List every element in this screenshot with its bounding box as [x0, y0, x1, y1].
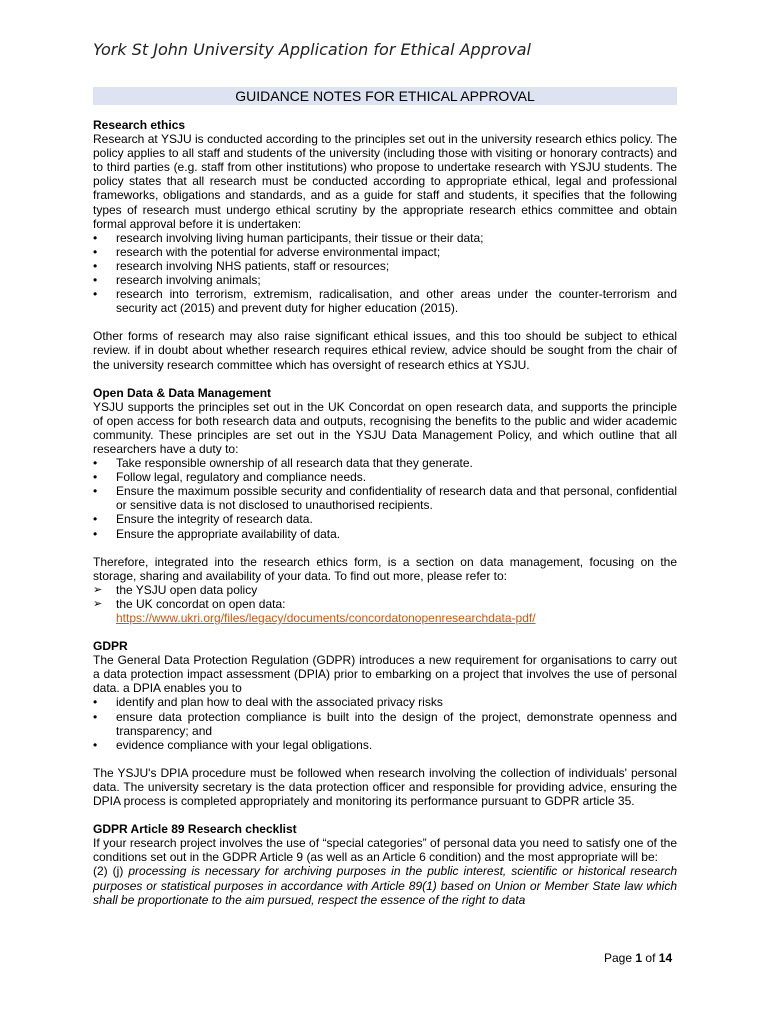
bullet-icon: •	[93, 244, 98, 259]
bullet-icon: •	[93, 258, 98, 273]
research-ethics-para: Research at YSJU is conducted according to the principles set out in the university research ethics policy. The policy applies to all staff and students of the university (including those with visiting or honorary contracts) and to third parties (e.g. staff from other institutions) who propose to undertake research with YSJU students. The policy states that all research must be conducted according to appropriate ethical, legal and professional frameworks, obligations and standards, and as a guide for staff and students, it specifies that the following types of research must undergo ethical scrutiny by the appropriate research ethics committee and obtain formal approval before it is undertaken:	[93, 132, 677, 231]
list-item: ➢ the UK concordat on open data: https://www.ukri.org/files/legacy/documents/concordatonopenresearchdata-pdf/	[93, 596, 536, 625]
bullet-icon: •	[93, 273, 98, 288]
article89-para: If your research project involves the use of “special categories” of personal data you need to satisfy one of the conditions set out in the GDPR Article 9 (as well as an Article 6 condition) and the most appropriate will be:	[93, 836, 677, 865]
bullet-icon: •	[93, 484, 98, 499]
document-body	[93, 118, 677, 907]
gdpr-heading: GDPR	[93, 639, 128, 654]
list-item: • Ensure the appropriate availability of data.	[93, 526, 341, 541]
reference-list	[93, 583, 677, 625]
list-item: • Ensure the integrity of research data.	[93, 512, 313, 527]
ukri-concordat-link[interactable]: https://www.ukri.org/files/legacy/documents/concordatonopenresearchdata-pdf/	[116, 611, 536, 625]
dpia-benefits-list	[93, 695, 677, 751]
article89-heading: GDPR Article 89 Research checklist	[93, 822, 297, 837]
bullet-icon: •	[93, 230, 98, 245]
list-item: • Follow legal, regulatory and compliance needs.	[93, 470, 367, 485]
arrow-bullet-icon: ➢	[93, 583, 103, 596]
article89-clause: (2) (j) processing is necessary for archiving purposes in the public interest, scientific or historical research purposes or statistical purposes in accordance with Article 89(1) based on Union or Member State law which shall be proportionate to the aim pursued, respect the essence of the right to data	[93, 864, 677, 907]
bullet-icon: •	[93, 512, 98, 527]
research-ethics-para-2: Other forms of research may also raise significant ethical issues, and this too should be subject to ethical review. if in doubt about whether research requires ethical review, advice should be sought from the chair of the university research committee which has oversight of research ethics at YSJU.	[93, 329, 677, 372]
list-item: ➢ the YSJU open data policy	[93, 582, 258, 597]
bullet-icon: •	[93, 709, 98, 724]
list-item: • research involving living human participants, their tissue or their data;	[93, 230, 484, 245]
open-data-heading: Open Data & Data Management	[93, 385, 272, 400]
bullet-icon: •	[93, 526, 98, 541]
document-header: York St John University Application for Ethical Approval	[93, 40, 531, 59]
list-item: • research into terrorism, extremism, radicalisation, and other areas under the counter-terrorism and security act (2015) and prevent duty for higher education (2015).	[93, 287, 677, 316]
list-item: • evidence compliance with your legal obligations.	[93, 737, 373, 752]
list-item: • ensure data protection compliance is built into the design of the project, demonstrate openness and transparency; and	[93, 709, 677, 738]
gdpr-para: The General Data Protection Regulation (GDPR) introduces a new requirement for organisations to carry out a data protection impact assessment (DPIA) prior to embarking on a project that involves the use of personal data. a DPIA enables you to	[93, 653, 677, 696]
research-ethics-heading: Research ethics	[93, 118, 186, 132]
bullet-icon: •	[93, 737, 98, 752]
list-item: • research involving animals;	[93, 273, 261, 288]
list-item: • research with the potential for adverse environmental impact;	[93, 244, 441, 259]
page-number: Page 1 of 14	[604, 951, 673, 965]
list-item: • identify and plan how to deal with the associated privacy risks	[93, 695, 443, 710]
arrow-bullet-icon: ➢	[93, 597, 103, 610]
bullet-icon: •	[93, 470, 98, 485]
bullet-icon: •	[93, 287, 98, 302]
research-types-list	[93, 231, 677, 316]
open-data-para: YSJU supports the principles set out in the UK Concordat on open research data, and supports the principle of open access for both research data and outputs, recognising the benefits to the public and wider academic community. These principles are set out in the YSJU Data Management Policy, and which outline that all researchers have a duty to:	[93, 399, 677, 456]
list-item: • Take responsible ownership of all research data that they generate.	[93, 456, 473, 471]
list-item: • research involving NHS patients, staff or resources;	[93, 258, 390, 273]
bullet-icon: •	[93, 695, 98, 710]
dpia-procedure-para: The YSJU's DPIA procedure must be followed when research involving the collection of individuals' personal data. The university secretary is the data protection officer and responsible for providing advice, ensuring the DPIA process is completed appropriately and monitoring its performance pursuant to GDPR article 35.	[93, 765, 677, 809]
guidance-banner: GUIDANCE NOTES FOR ETHICAL APPROVAL	[93, 87, 677, 105]
data-management-para: Therefore, integrated into the research ethics form, is a section on data management, focusing on the storage, sharing and availability of your data. To find out more, please refer to:	[93, 554, 677, 583]
list-item: • Ensure the maximum possible security and confidentiality of research data and that personal, confidential or sensitive data is not disclosed to unauthorised recipients.	[93, 484, 677, 513]
bullet-icon: •	[93, 456, 98, 471]
researcher-duties-list	[93, 456, 677, 541]
